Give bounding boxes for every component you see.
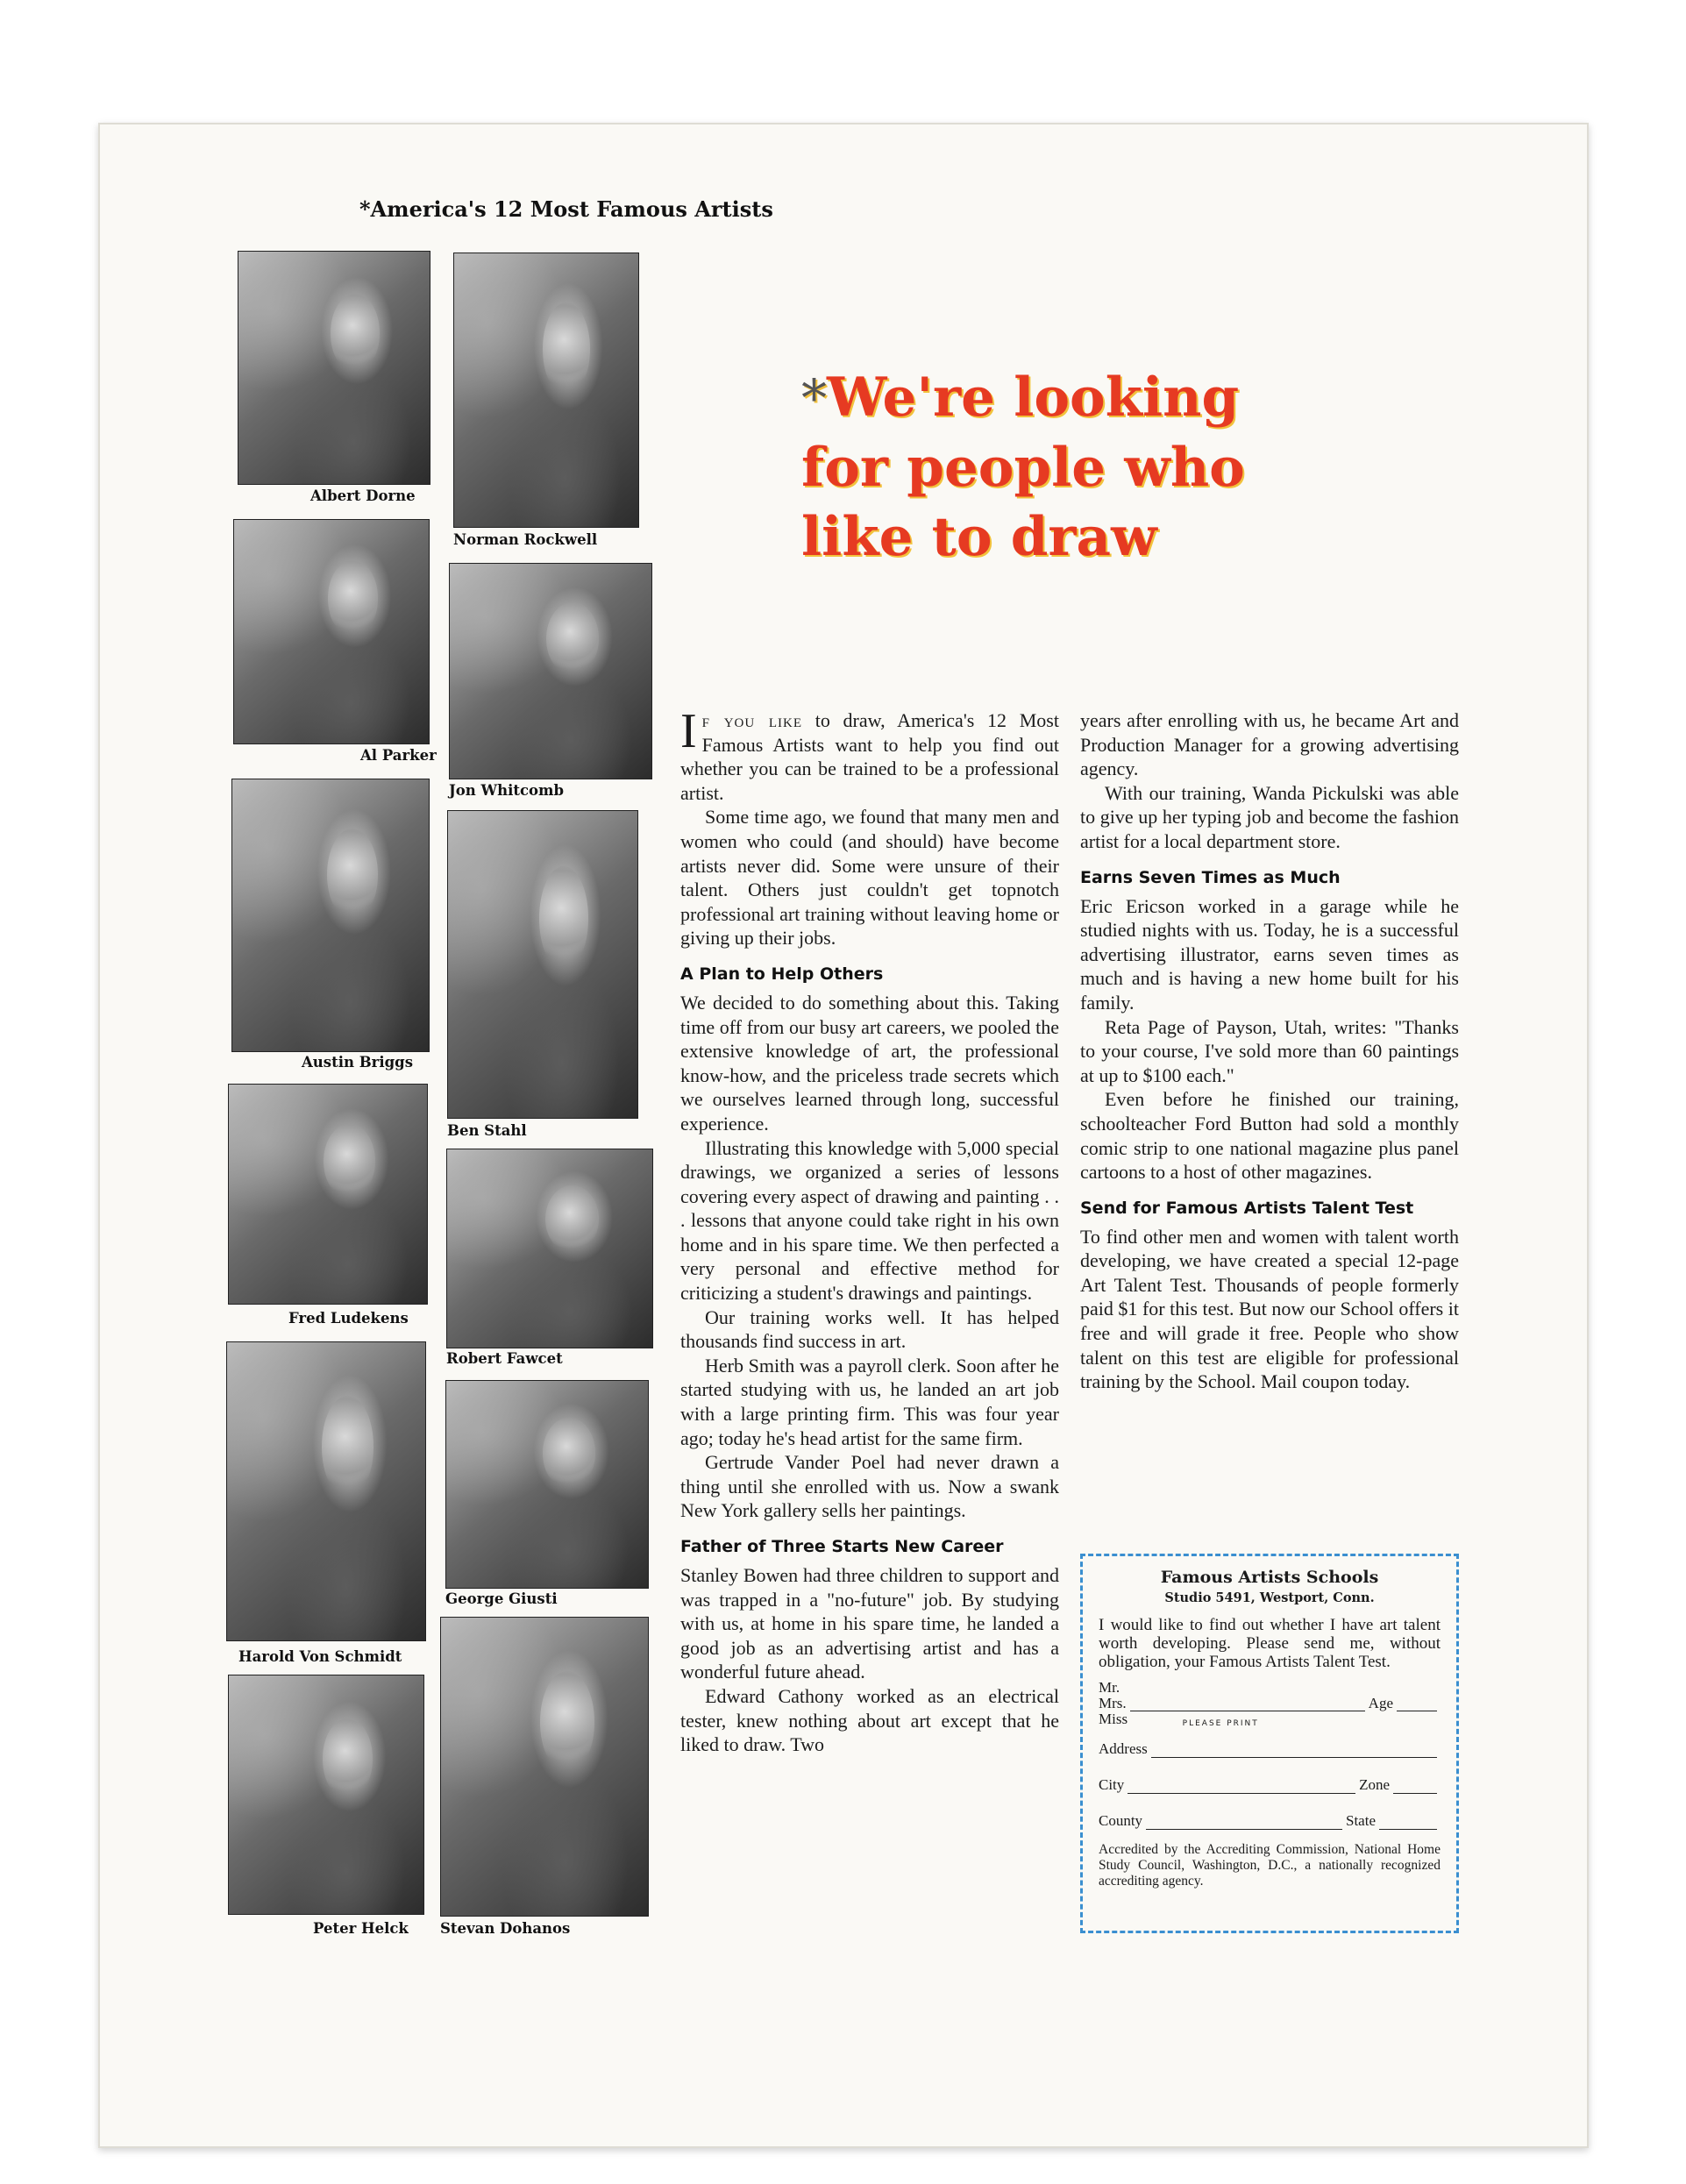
- name-peter-helck: Peter Helck: [313, 1920, 409, 1937]
- coupon-address: Studio 5491, Westport, Conn.: [1164, 1590, 1375, 1605]
- city-field[interactable]: [1128, 1779, 1355, 1794]
- photo-peter-helck: [228, 1675, 424, 1915]
- article-paragraph: Eric Ericson worked in a garage while he studied nights with us. Today, he is a successful advertising illustrator, earns seven times as much and is having a new home built for his family.: [1080, 894, 1459, 1014]
- subhead-father: Father of Three Starts New Career: [680, 1537, 1004, 1556]
- label-county: County: [1099, 1812, 1143, 1829]
- article-paragraph: Stanley Bowen had three children to support and was trapped in a "no-future" job. By studying with us, at home in his spare time, he landed a good job as an advertising artist and has a wonderful future ahead.: [680, 1564, 1059, 1683]
- headline-line-3: like to draw: [801, 506, 1157, 568]
- lead-in: f you like: [701, 709, 803, 731]
- address-row: [1099, 1739, 1441, 1758]
- please-print-note: PLEASE PRINT: [1182, 1719, 1259, 1728]
- subhead-talent-test: Send for Famous Artists Talent Test: [1080, 1198, 1414, 1218]
- magazine-back-cover: [98, 123, 1589, 2148]
- photo-al-parker: [233, 519, 430, 744]
- label-miss: Miss: [1099, 1711, 1128, 1727]
- photo-robert-fawcet: [446, 1149, 653, 1348]
- article-paragraph: Even before he finished our training, schoolteacher Ford Button had sold a monthly comic strip to one national magazine plus panel cartoons to a host of other magazines.: [1080, 1088, 1459, 1184]
- article-paragraph: To find other men and women with talent worth developing, we have created a special 12-page Art Talent Test. Thousands of people formerly paid $1 for this test. But now our School offers it free and will grade it free. People who show talent on this test are eligible for professional training by the School. Mail coupon today.: [1080, 1225, 1459, 1393]
- article-paragraph: Some time ago, we found that many men and women who could (and should) have become artists never did. Some were unsure of their talent. Others just couldn't get topnotch professional art training without leaving home or giving up their jobs.: [680, 806, 1059, 950]
- mail-coupon[interactable]: [1080, 1554, 1459, 1933]
- name-robert-fawcet: Robert Fawcet: [446, 1350, 563, 1367]
- photo-norman-rockwell: [453, 253, 639, 528]
- photo-austin-briggs: [231, 779, 430, 1052]
- subhead-earns: Earns Seven Times as Much: [1080, 867, 1341, 887]
- name-jon-whitcomb: Jon Whitcomb: [449, 782, 565, 799]
- article-paragraph: We decided to do something about this. Taking time off from our busy art careers, we pooled the extensive knowledge of art, the professional know-how, and the priceless trade secrets which we ourselves learned through long, successful experience.: [680, 991, 1059, 1135]
- headline-line-1: We're looking: [827, 366, 1240, 429]
- headline: [801, 363, 1468, 572]
- photo-harold-von-schmidt: [226, 1341, 426, 1641]
- article-paragraph: If you like to draw, America's 12 Most Famous Artists want to help you find out whether you can be trained to be a professional artist.: [680, 704, 1059, 804]
- zone-field[interactable]: [1393, 1779, 1437, 1794]
- label-mrs: Mrs.: [1099, 1695, 1127, 1711]
- name-field[interactable]: [1130, 1697, 1365, 1728]
- label-mr: Mr.: [1099, 1679, 1120, 1696]
- photo-jon-whitcomb: [449, 563, 652, 779]
- article-paragraph: Illustrating this knowledge with 5,000 special drawings, we organized a series of lessons covering every aspect of drawing and painting . . . lessons that anyone could take right in his own home and in his spare time. We then perfected a very personal and effective method for criticizing a student's drawings and paintings.: [680, 1136, 1059, 1305]
- artists-caption: *America's 12 Most Famous Artists: [359, 196, 773, 222]
- article-paragraph: years after enrolling with us, he became Art and Production Manager for a growing advertising agency.: [1080, 709, 1459, 780]
- address-field[interactable]: [1151, 1743, 1437, 1758]
- name-albert-dorne: Albert Dorne: [310, 487, 416, 504]
- drop-cap: I: [680, 704, 697, 758]
- age-field[interactable]: [1397, 1697, 1437, 1711]
- photo-ben-stahl: [447, 810, 638, 1119]
- article-paragraph: Herb Smith was a payroll clerk. Soon after he started studying with us, he landed an art job with a large printing firm. This was four year ago; today he's head artist for the same firm.: [680, 1354, 1059, 1449]
- article-paragraph: Gertrude Vander Poel had never drawn a thing until she enrolled with us. Now a swank New York gallery sells her paintings.: [680, 1451, 1059, 1522]
- article-paragraph: Our training works well. It has helped thousands find success in art.: [680, 1305, 1059, 1353]
- article-column-2: [1080, 708, 1459, 1394]
- subhead-plan: A Plan to Help Others: [680, 964, 884, 984]
- city-row: [1099, 1775, 1441, 1794]
- label-city: City: [1099, 1776, 1125, 1793]
- county-row: [1099, 1811, 1441, 1830]
- photo-fred-ludekens: [228, 1084, 428, 1305]
- article-column-1: [680, 704, 1059, 1757]
- coupon-title: Famous Artists Schools: [1160, 1568, 1379, 1587]
- name-fred-ludekens: Fred Ludekens: [288, 1310, 409, 1327]
- photo-stevan-dohanos: [440, 1617, 649, 1917]
- county-field[interactable]: [1146, 1815, 1342, 1830]
- article-paragraph: Edward Cathony worked as an electrical tester, knew nothing about art except that he liked to draw. Two: [680, 1684, 1059, 1756]
- article-paragraph: With our training, Wanda Pickulski was able to give up her typing job and become the fashion artist for a local department store.: [1080, 781, 1459, 852]
- name-stevan-dohanos: Stevan Dohanos: [440, 1920, 571, 1937]
- label-zone: Zone: [1359, 1776, 1390, 1793]
- label-state: State: [1346, 1812, 1376, 1829]
- state-field[interactable]: [1379, 1815, 1437, 1830]
- label-age: Age: [1368, 1695, 1393, 1711]
- photo-albert-dorne: [238, 251, 430, 485]
- name-ben-stahl: Ben Stahl: [447, 1122, 527, 1139]
- name-al-parker: Al Parker: [360, 747, 437, 764]
- headline-asterisk: *: [801, 368, 827, 428]
- headline-line-2: for people who: [801, 437, 1245, 499]
- name-austin-briggs: Austin Briggs: [302, 1054, 413, 1071]
- name-norman-rockwell: Norman Rockwell: [453, 531, 598, 548]
- name-field-group: [1099, 1680, 1441, 1727]
- article-paragraph: Reta Page of Payson, Utah, writes: "Thanks to your course, I've sold more than 60 paintings at up to $100 each.": [1080, 1015, 1459, 1086]
- name-george-giusti: George Giusti: [445, 1590, 558, 1607]
- name-harold-von-schmidt: Harold Von Schmidt: [238, 1648, 402, 1665]
- accreditation-note: Accredited by the Accrediting Commission, National Home Study Council, Washington, D.C., a nationally recognized accrediting agency.: [1099, 1842, 1441, 1889]
- photo-george-giusti: [445, 1380, 649, 1589]
- label-address: Address: [1099, 1740, 1148, 1757]
- coupon-body: I would like to find out whether I have art talent worth developing. Please send me, without obligation, your Famous Artists Talent Test.: [1099, 1616, 1441, 1671]
